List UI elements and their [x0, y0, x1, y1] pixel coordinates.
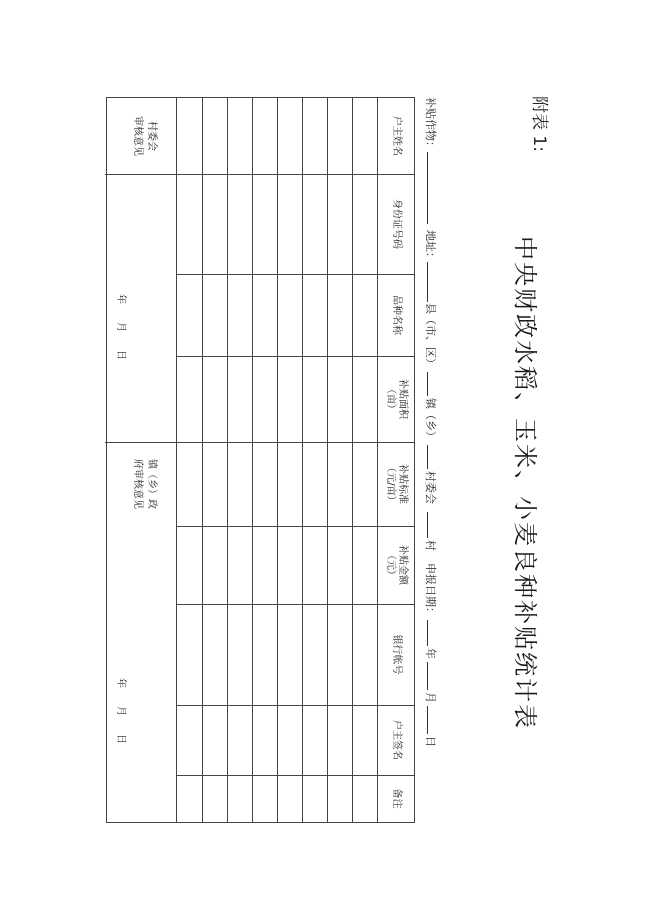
annex-label: 附表 1:	[529, 96, 549, 152]
address-label: 地址：	[424, 230, 437, 263]
row-line	[227, 98, 228, 822]
village-opinion-year: 年	[115, 294, 126, 304]
header-subsidy-amount: 补贴金额 （元）	[385, 545, 408, 585]
town-blank[interactable]	[427, 372, 439, 396]
county-label: 县（市、区）	[424, 303, 437, 369]
village-opinion-label: 村委会 审核意见	[132, 116, 157, 156]
year-label: 年	[424, 648, 437, 659]
report-date-label: 申报日期：	[424, 563, 437, 618]
committee-blank[interactable]	[427, 445, 439, 469]
header-subsidy-standard: 补贴标准 （元/亩）	[385, 462, 408, 506]
row-line	[202, 98, 203, 822]
town-opinion-label: 镇（乡）政 府审核意见	[132, 459, 157, 509]
town-opinion-month: 月	[115, 706, 126, 716]
row-line	[302, 98, 303, 822]
subsidy-table	[106, 97, 415, 823]
page-title: 中央财政水稻、玉米、小麦良种补贴统计表	[511, 236, 539, 730]
header-variety-name: 品种名称	[391, 295, 402, 335]
row-line	[327, 98, 328, 822]
month-blank[interactable]	[427, 662, 439, 690]
village-blank[interactable]	[427, 512, 439, 538]
town-opinion-year: 年	[115, 678, 126, 688]
year-blank[interactable]	[427, 620, 439, 646]
village-label: 村	[424, 540, 437, 551]
county-blank[interactable]	[427, 262, 439, 302]
town-opinion-day: 日	[115, 734, 126, 744]
month-label: 月	[424, 692, 437, 703]
day-label: 日	[424, 736, 437, 747]
day-blank[interactable]	[427, 706, 439, 734]
crop-blank[interactable]	[427, 152, 439, 224]
header-id-number: 身份证号码	[391, 199, 402, 249]
row-line	[176, 98, 177, 822]
col-line	[105, 174, 414, 175]
row-line	[352, 98, 353, 822]
header-subsidy-area: 补贴面积 （亩）	[385, 379, 408, 419]
crop-label: 补贴作物：	[424, 97, 437, 152]
committee-label: 村委会	[424, 471, 437, 504]
row-line	[277, 98, 278, 822]
village-opinion-month: 月	[115, 322, 126, 332]
header-householder-name: 户主姓名	[391, 116, 402, 156]
header-bank-account: 银行帐号	[391, 634, 402, 675]
village-opinion-day: 日	[115, 350, 126, 360]
row-line	[252, 98, 253, 822]
town-label: 镇（乡）	[424, 398, 437, 442]
header-signature: 户主签名	[391, 720, 402, 760]
header-remarks: 备注	[391, 788, 402, 809]
